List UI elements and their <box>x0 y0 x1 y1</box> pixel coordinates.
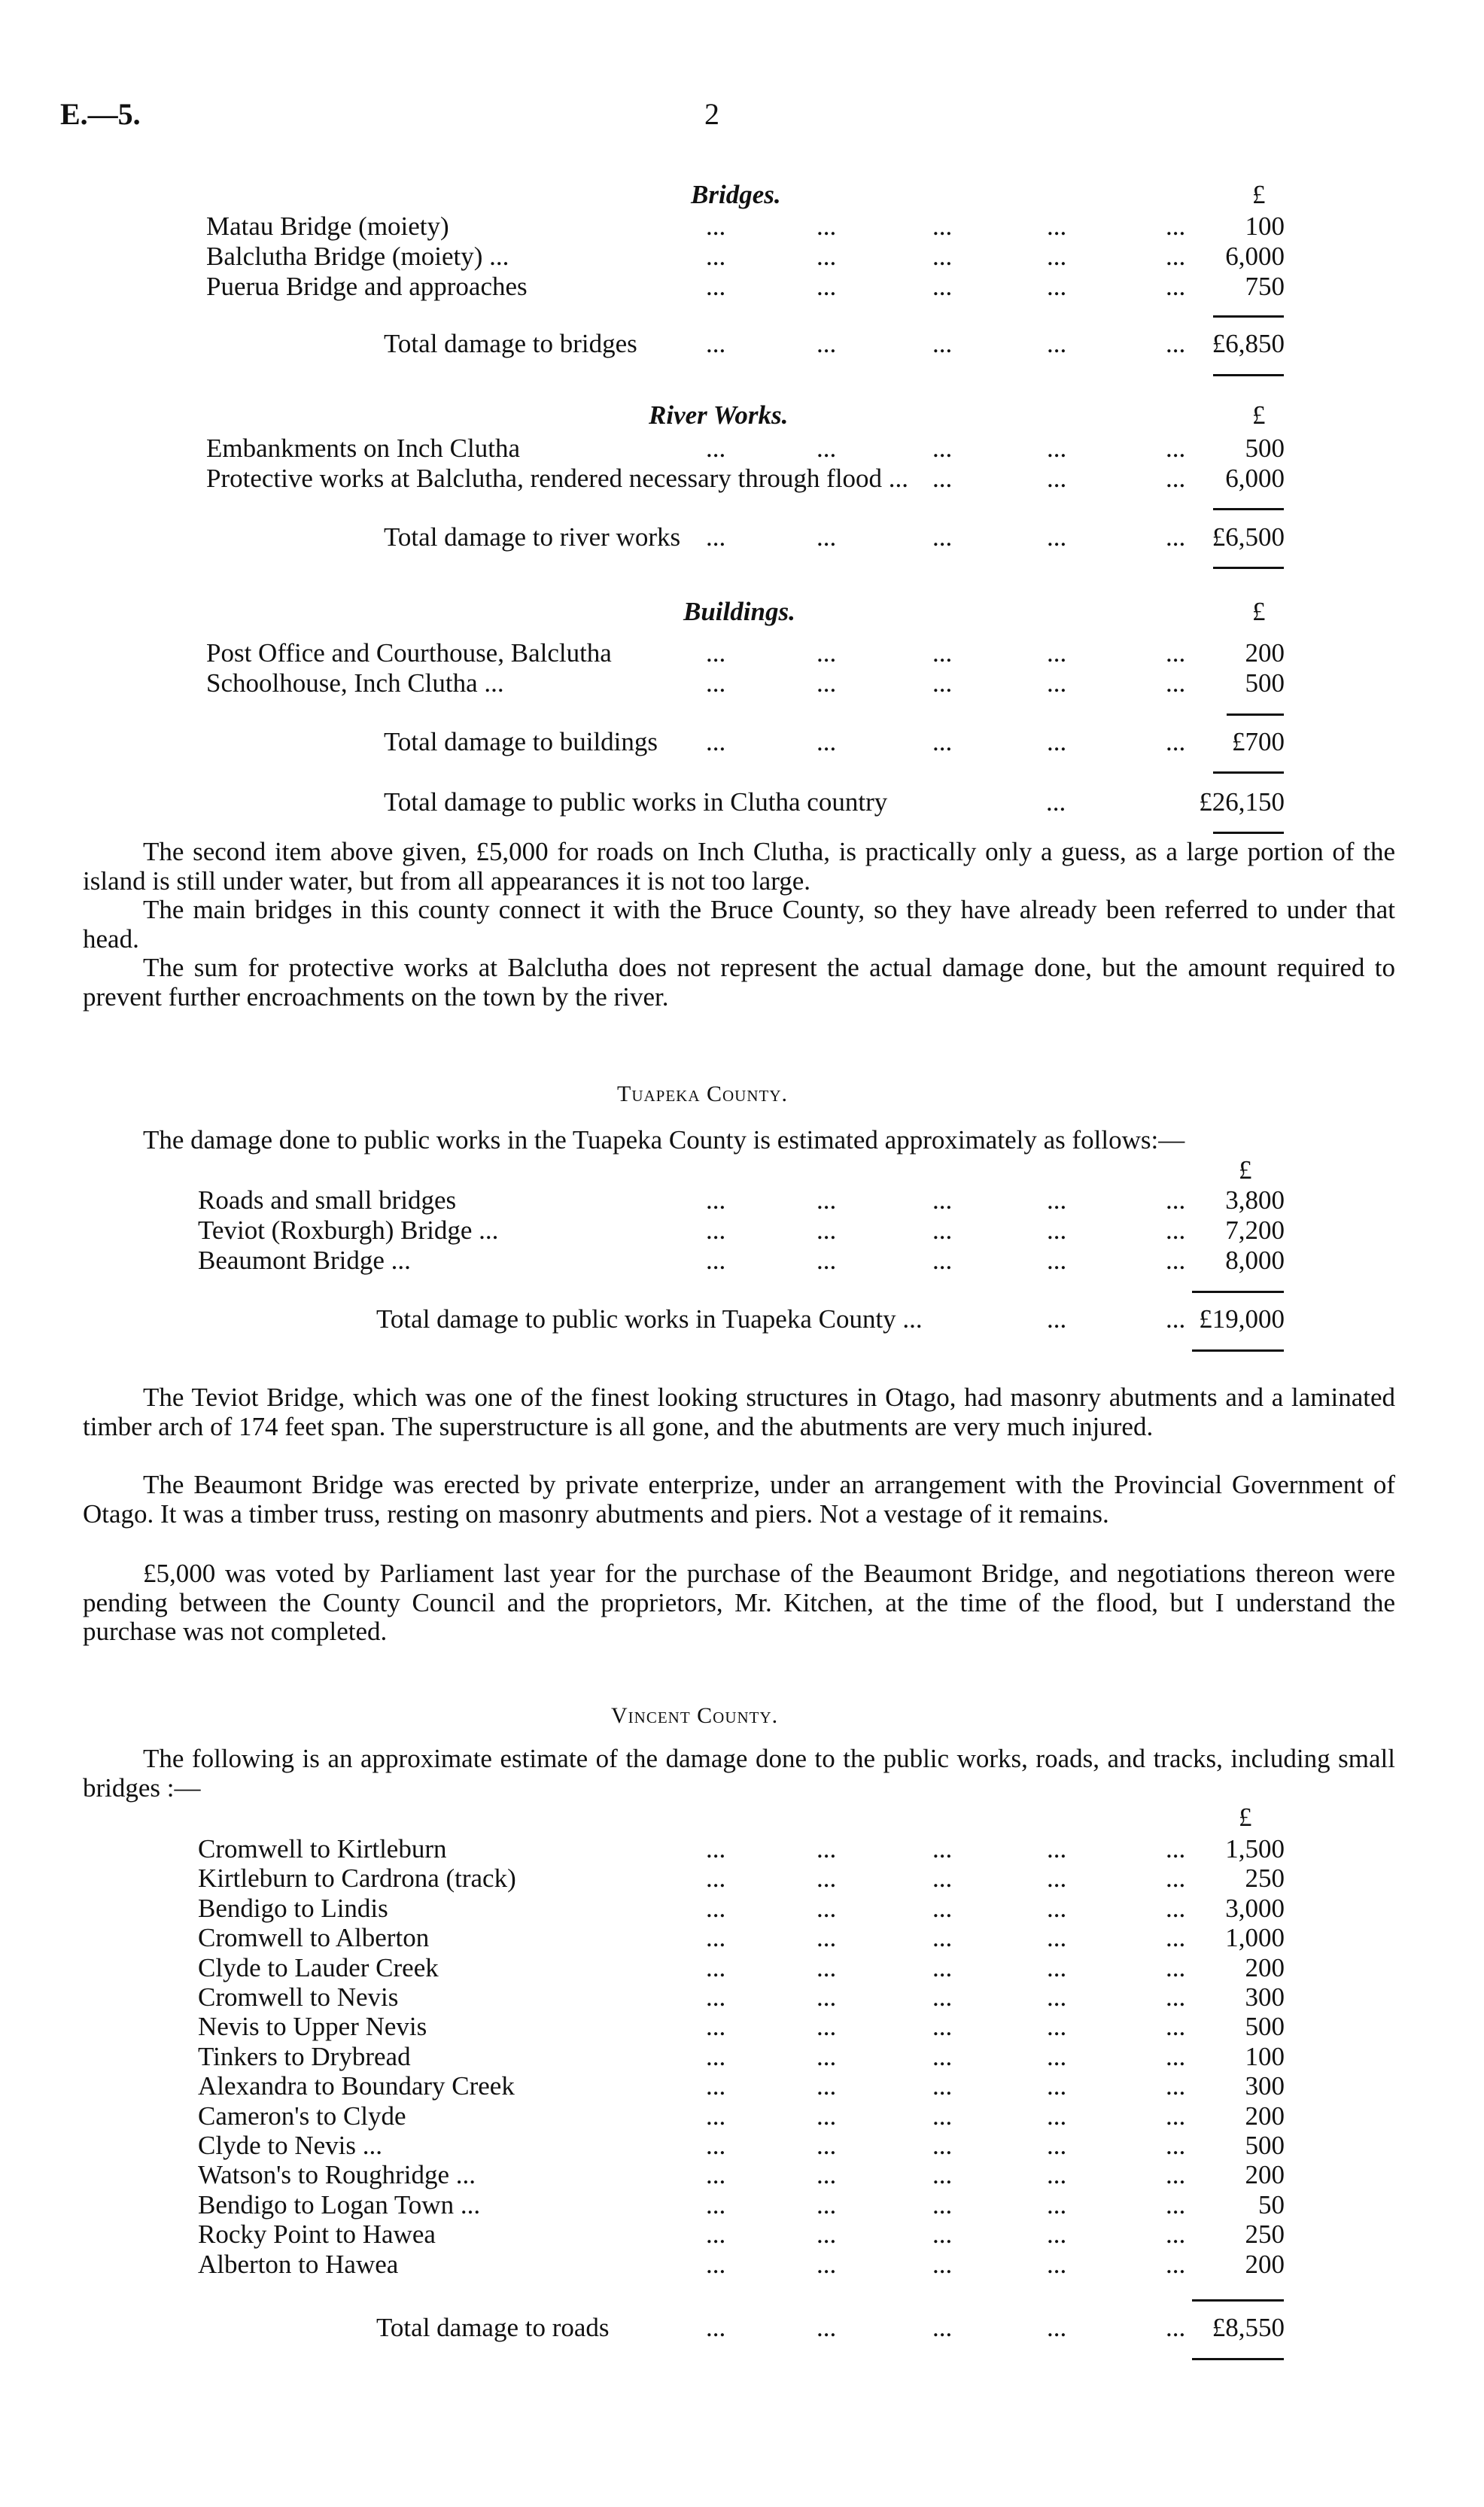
item-amount: 200 <box>1245 1952 1285 1982</box>
dot-leader: ... <box>1166 329 1186 358</box>
dot-leader: ... <box>706 2131 726 2160</box>
dot-leader: ... <box>706 2249 726 2279</box>
item-amount: 100 <box>1245 211 1285 241</box>
table-row <box>0 1185 1484 1215</box>
item-label: Bendigo to Logan Town ... <box>198 2189 481 2219</box>
dot-leader: ... <box>1047 1246 1067 1275</box>
dot-leader: ... <box>817 1185 837 1215</box>
dot-leader: ... <box>706 1215 726 1245</box>
dot-leader: ... <box>706 2071 726 2101</box>
total-amount: £19,000 <box>1199 1304 1285 1334</box>
dot-leader: ... <box>817 522 837 552</box>
dot-leader: ... <box>1166 2012 1186 2042</box>
dot-leader: ... <box>706 2041 726 2071</box>
grand-total-label: Total damage to public works in Clutha country <box>384 787 888 817</box>
dot-leader: ... <box>706 2189 726 2219</box>
dot-leader: ... <box>1047 2101 1067 2131</box>
item-label: Beaumont Bridge ... <box>198 1246 411 1275</box>
dot-leader: ... <box>932 1923 953 1953</box>
dot-leader: ... <box>932 1215 953 1245</box>
dot-leader: ... <box>1166 2071 1186 2101</box>
total-amount: £6,850 <box>1212 329 1285 358</box>
paragraph: The Teviot Bridge, which was one of the finest looking structures in Otago, had masonry abutments and a laminated timber arch of 174 feet span. The superstructure is all gone, and the abutments are very much injured. <box>83 1383 1395 1441</box>
dot-leader: ... <box>1166 2160 1186 2190</box>
total-row <box>0 727 1484 757</box>
paragraph: The main bridges in this county connect it with the Bruce County, so they have already been referred to under that head. <box>83 895 1395 954</box>
dot-leader: ... <box>817 1923 837 1953</box>
dot-leader: ... <box>706 2101 726 2131</box>
dot-leader: ... <box>1047 1215 1067 1245</box>
dot-leader: ... <box>932 2041 953 2071</box>
dot-leader: ... <box>817 2012 837 2042</box>
item-amount: 200 <box>1245 638 1285 668</box>
dot-leader: ... <box>932 2219 953 2250</box>
dot-leader: ... <box>1166 1952 1186 1982</box>
table-row <box>0 2071 1484 2101</box>
dot-leader: ... <box>1166 1834 1186 1864</box>
dot-leader: ... <box>1166 1893 1186 1923</box>
item-amount: 6,000 <box>1225 464 1285 493</box>
total-amount: £6,500 <box>1212 522 1285 552</box>
item-amount: 250 <box>1245 1864 1285 1894</box>
dot-leader: ... <box>932 1185 953 1215</box>
dot-leader: ... <box>932 242 953 271</box>
dot-leader: ... <box>706 1982 726 2012</box>
total-label: Total damage to buildings <box>384 727 658 756</box>
currency-header: £ <box>1239 1155 1252 1185</box>
dot-leader: ... <box>1046 787 1066 817</box>
item-amount: 200 <box>1245 2249 1285 2279</box>
item-label: Alberton to Hawea <box>198 2249 399 2279</box>
table-row <box>0 1953 1484 1983</box>
table-row <box>0 1864 1484 1894</box>
total-label: Total damage to public works in Tuapeka County ... <box>376 1304 923 1334</box>
dot-leader: ... <box>1166 2101 1186 2131</box>
dot-leader: ... <box>932 464 953 493</box>
item-label: Kirtleburn to Cardrona (track) <box>198 1864 516 1894</box>
dot-leader: ... <box>932 2131 953 2160</box>
dot-leader: ... <box>1047 668 1067 698</box>
item-label: Clyde to Lauder Creek <box>198 1952 439 1982</box>
dot-leader: ... <box>1047 2249 1067 2279</box>
dot-leader: ... <box>817 1982 837 2012</box>
dot-leader: ... <box>817 1893 837 1923</box>
item-label: Post Office and Courthouse, Balclutha <box>206 638 612 668</box>
table-row <box>0 1215 1484 1246</box>
rule <box>1213 567 1284 569</box>
table-row <box>0 464 1484 494</box>
paragraph: The second item above given, £5,000 for roads on Inch Clutha, is practically only a guess, as a large portion of the island is still under water, but from all appearances it is not too large. <box>83 837 1395 896</box>
item-amount: 6,000 <box>1225 242 1285 271</box>
item-label: Bendigo to Lindis <box>198 1893 388 1923</box>
dot-leader: ... <box>1047 2131 1067 2160</box>
item-label: Alexandra to Boundary Creek <box>198 2071 515 2101</box>
table-row <box>0 1894 1484 1924</box>
document-reference: E.—5. <box>60 97 141 131</box>
dot-leader: ... <box>817 211 837 241</box>
table-row <box>0 638 1484 668</box>
total-row <box>0 522 1484 552</box>
dot-leader: ... <box>1047 522 1067 552</box>
table-row <box>0 2101 1484 2131</box>
dot-leader: ... <box>1047 727 1067 756</box>
dot-leader: ... <box>1047 1304 1067 1334</box>
dot-leader: ... <box>817 2131 837 2160</box>
section-heading-bridges: Bridges. <box>691 180 781 209</box>
dot-leader: ... <box>1166 2313 1186 2342</box>
total-label: Total damage to bridges <box>384 329 637 358</box>
dot-leader: ... <box>1166 1923 1186 1953</box>
item-amount: 500 <box>1245 2131 1285 2160</box>
dot-leader: ... <box>706 668 726 698</box>
item-amount: 500 <box>1245 668 1285 698</box>
item-amount: 8,000 <box>1225 1246 1285 1275</box>
table-row <box>0 211 1484 242</box>
dot-leader: ... <box>817 329 837 358</box>
table-row <box>0 2131 1484 2161</box>
total-amount: £700 <box>1232 727 1285 756</box>
item-label: Balclutha Bridge (moiety) ... <box>206 242 509 271</box>
dot-leader: ... <box>817 2071 837 2101</box>
dot-leader: ... <box>706 2012 726 2042</box>
total-row <box>0 329 1484 359</box>
dot-leader: ... <box>817 272 837 301</box>
dot-leader: ... <box>932 522 953 552</box>
item-label: Cameron's to Clyde <box>198 2101 406 2131</box>
dot-leader: ... <box>817 2041 837 2071</box>
table-row <box>0 668 1484 698</box>
dot-leader: ... <box>706 434 726 463</box>
dot-leader: ... <box>1047 272 1067 301</box>
table-row <box>0 2219 1484 2250</box>
dot-leader: ... <box>932 1893 953 1923</box>
rule <box>1213 832 1284 834</box>
dot-leader: ... <box>1166 2131 1186 2160</box>
table-row <box>0 2012 1484 2042</box>
dot-leader: ... <box>1047 2071 1067 2101</box>
section-heading-tuapeka: Tuapeka County. <box>617 1082 788 1106</box>
section-heading-vincent: Vincent County. <box>611 1703 779 1728</box>
item-amount: 7,200 <box>1225 1215 1285 1245</box>
item-amount: 250 <box>1245 2219 1285 2250</box>
dot-leader: ... <box>932 329 953 358</box>
rule <box>1192 2358 1284 2360</box>
dot-leader: ... <box>706 242 726 271</box>
dot-leader: ... <box>1166 727 1186 756</box>
dot-leader: ... <box>932 272 953 301</box>
item-amount: 300 <box>1245 2071 1285 2101</box>
paragraph: The Beaumont Bridge was erected by private enterprize, under an arrangement with the Provincial Government of Otago. It was a timber truss, resting on masonry abutments and piers. Not a vestage of it remains. <box>83 1470 1395 1529</box>
dot-leader: ... <box>1166 1185 1186 1215</box>
currency-header: £ <box>1252 180 1266 209</box>
dot-leader: ... <box>1047 464 1067 493</box>
dot-leader: ... <box>932 2313 953 2342</box>
item-label: Cromwell to Alberton <box>198 1923 430 1953</box>
item-amount: 200 <box>1245 2101 1285 2131</box>
currency-header: £ <box>1239 1803 1252 1832</box>
total-amount: £8,550 <box>1212 2313 1285 2342</box>
item-label: Clyde to Nevis ... <box>198 2131 382 2160</box>
dot-leader: ... <box>1166 434 1186 463</box>
table-row <box>0 434 1484 464</box>
rule <box>1213 315 1284 318</box>
table-row <box>0 1982 1484 2013</box>
grand-total-amount: £26,150 <box>1199 787 1285 817</box>
item-label: Matau Bridge (moiety) <box>206 211 449 241</box>
section-heading-river-works: River Works. <box>649 400 789 430</box>
rule <box>1227 713 1284 716</box>
dot-leader: ... <box>706 638 726 668</box>
item-amount: 1,500 <box>1225 1834 1285 1864</box>
page-number: 2 <box>704 97 719 131</box>
dot-leader: ... <box>1166 2249 1186 2279</box>
table-row <box>0 1923 1484 1953</box>
dot-leader: ... <box>1166 638 1186 668</box>
rule <box>1213 771 1284 774</box>
dot-leader: ... <box>932 2071 953 2101</box>
dot-leader: ... <box>1047 1185 1067 1215</box>
dot-leader: ... <box>706 1185 726 1215</box>
dot-leader: ... <box>817 2189 837 2219</box>
total-row <box>0 1304 1484 1334</box>
dot-leader: ... <box>1047 329 1067 358</box>
item-label: Protective works at Balclutha, rendered necessary through flood ... <box>206 464 909 493</box>
dot-leader: ... <box>932 727 953 756</box>
dot-leader: ... <box>932 1834 953 1864</box>
currency-header: £ <box>1252 597 1266 626</box>
dot-leader: ... <box>932 2012 953 2042</box>
dot-leader: ... <box>932 1982 953 2012</box>
dot-leader: ... <box>932 2160 953 2190</box>
dot-leader: ... <box>817 1246 837 1275</box>
dot-leader: ... <box>932 1864 953 1894</box>
dot-leader: ... <box>706 2219 726 2250</box>
item-label: Embankments on Inch Clutha <box>206 434 521 463</box>
dot-leader: ... <box>1047 2041 1067 2071</box>
dot-leader: ... <box>1166 1246 1186 1275</box>
dot-leader: ... <box>706 2160 726 2190</box>
dot-leader: ... <box>817 434 837 463</box>
dot-leader: ... <box>817 2101 837 2131</box>
intro-paragraph: The following is an approximate estimate of the damage done to the public works, roads, and tracks, including small bridges :— <box>83 1744 1395 1803</box>
dot-leader: ... <box>1166 1982 1186 2012</box>
currency-header: £ <box>1252 400 1266 430</box>
dot-leader: ... <box>1047 2189 1067 2219</box>
dot-leader: ... <box>817 1215 837 1245</box>
dot-leader: ... <box>706 329 726 358</box>
total-label: Total damage to roads <box>376 2313 610 2342</box>
dot-leader: ... <box>817 2313 837 2342</box>
table-row <box>0 242 1484 272</box>
table-row <box>0 1246 1484 1276</box>
dot-leader: ... <box>706 522 726 552</box>
dot-leader: ... <box>706 211 726 241</box>
dot-leader: ... <box>932 434 953 463</box>
item-amount: 500 <box>1245 2012 1285 2042</box>
item-label: Nevis to Upper Nevis <box>198 2012 427 2042</box>
dot-leader: ... <box>817 2249 837 2279</box>
dot-leader: ... <box>932 2249 953 2279</box>
dot-leader: ... <box>932 638 953 668</box>
paragraph: The sum for protective works at Balclutha does not represent the actual damage done, but the amount required to prevent further encroachments on the town by the river. <box>83 953 1395 1012</box>
dot-leader: ... <box>1047 1952 1067 1982</box>
item-amount: 500 <box>1245 434 1285 463</box>
item-label: Rocky Point to Hawea <box>198 2219 436 2250</box>
dot-leader: ... <box>1047 2219 1067 2250</box>
rule <box>1192 1291 1284 1293</box>
dot-leader: ... <box>932 211 953 241</box>
rule <box>1192 1349 1284 1352</box>
dot-leader: ... <box>1166 211 1186 241</box>
section-heading-buildings: Buildings. <box>683 597 795 626</box>
table-row <box>0 272 1484 302</box>
dot-leader: ... <box>706 1952 726 1982</box>
paragraph: £5,000 was voted by Parliament last year for the purchase of the Beaumont Bridge, and negotiations thereon were pending between the County Council and the proprietors, Mr. Kitchen, at the time of the flood, but I understand the purchase was not completed. <box>83 1559 1395 1646</box>
table-row <box>0 2160 1484 2190</box>
dot-leader: ... <box>706 1864 726 1894</box>
dot-leader: ... <box>932 1246 953 1275</box>
total-row <box>0 2313 1484 2343</box>
dot-leader: ... <box>932 668 953 698</box>
dot-leader: ... <box>932 2101 953 2131</box>
dot-leader: ... <box>706 727 726 756</box>
dot-leader: ... <box>817 1834 837 1864</box>
dot-leader: ... <box>1166 2041 1186 2071</box>
dot-leader: ... <box>932 2189 953 2219</box>
table-row <box>0 2250 1484 2280</box>
dot-leader: ... <box>1047 1864 1067 1894</box>
intro-paragraph: The damage done to public works in the Tuapeka County is estimated approximately as follows:— <box>143 1125 1185 1155</box>
dot-leader: ... <box>1166 1864 1186 1894</box>
total-label: Total damage to river works <box>384 522 681 552</box>
rule <box>1213 374 1284 376</box>
dot-leader: ... <box>1166 464 1186 493</box>
dot-leader: ... <box>1047 211 1067 241</box>
dot-leader: ... <box>706 1834 726 1864</box>
dot-leader: ... <box>817 1952 837 1982</box>
item-amount: 100 <box>1245 2041 1285 2071</box>
item-label: Puerua Bridge and approaches <box>206 272 528 301</box>
dot-leader: ... <box>1047 2012 1067 2042</box>
dot-leader: ... <box>932 1952 953 1982</box>
dot-leader: ... <box>1166 1304 1186 1334</box>
table-row <box>0 2042 1484 2072</box>
item-label: Tinkers to Drybread <box>198 2041 411 2071</box>
dot-leader: ... <box>706 272 726 301</box>
dot-leader: ... <box>817 727 837 756</box>
dot-leader: ... <box>706 2313 726 2342</box>
dot-leader: ... <box>1047 2160 1067 2190</box>
dot-leader: ... <box>817 2219 837 2250</box>
dot-leader: ... <box>1047 1893 1067 1923</box>
dot-leader: ... <box>1166 668 1186 698</box>
dot-leader: ... <box>817 2160 837 2190</box>
rule <box>1192 2299 1284 2302</box>
dot-leader: ... <box>1166 272 1186 301</box>
item-amount: 1,000 <box>1225 1923 1285 1953</box>
item-amount: 750 <box>1245 272 1285 301</box>
item-amount: 300 <box>1245 1982 1285 2012</box>
item-label: Schoolhouse, Inch Clutha ... <box>206 668 504 698</box>
table-row <box>0 2190 1484 2220</box>
dot-leader: ... <box>817 668 837 698</box>
dot-leader: ... <box>706 1893 726 1923</box>
table-row <box>0 1834 1484 1864</box>
grand-total-row <box>0 787 1484 817</box>
dot-leader: ... <box>706 1246 726 1275</box>
dot-leader: ... <box>1047 1923 1067 1953</box>
dot-leader: ... <box>817 638 837 668</box>
item-amount: 3,000 <box>1225 1893 1285 1923</box>
dot-leader: ... <box>1047 2313 1067 2342</box>
item-label: Teviot (Roxburgh) Bridge ... <box>198 1215 499 1245</box>
dot-leader: ... <box>817 242 837 271</box>
item-amount: 50 <box>1258 2189 1285 2219</box>
item-amount: 200 <box>1245 2160 1285 2190</box>
dot-leader: ... <box>1166 2189 1186 2219</box>
item-label: Cromwell to Kirtleburn <box>198 1834 447 1864</box>
dot-leader: ... <box>706 1923 726 1953</box>
dot-leader: ... <box>1047 1834 1067 1864</box>
rule <box>1213 508 1284 510</box>
item-label: Watson's to Roughridge ... <box>198 2160 476 2190</box>
dot-leader: ... <box>1166 1215 1186 1245</box>
item-label: Roads and small bridges <box>198 1185 457 1215</box>
dot-leader: ... <box>817 1864 837 1894</box>
dot-leader: ... <box>1166 2219 1186 2250</box>
item-label: Cromwell to Nevis <box>198 1982 399 2012</box>
dot-leader: ... <box>1166 522 1186 552</box>
dot-leader: ... <box>1047 434 1067 463</box>
item-amount: 3,800 <box>1225 1185 1285 1215</box>
dot-leader: ... <box>1047 1982 1067 2012</box>
dot-leader: ... <box>1047 242 1067 271</box>
dot-leader: ... <box>1047 638 1067 668</box>
dot-leader: ... <box>1166 242 1186 271</box>
